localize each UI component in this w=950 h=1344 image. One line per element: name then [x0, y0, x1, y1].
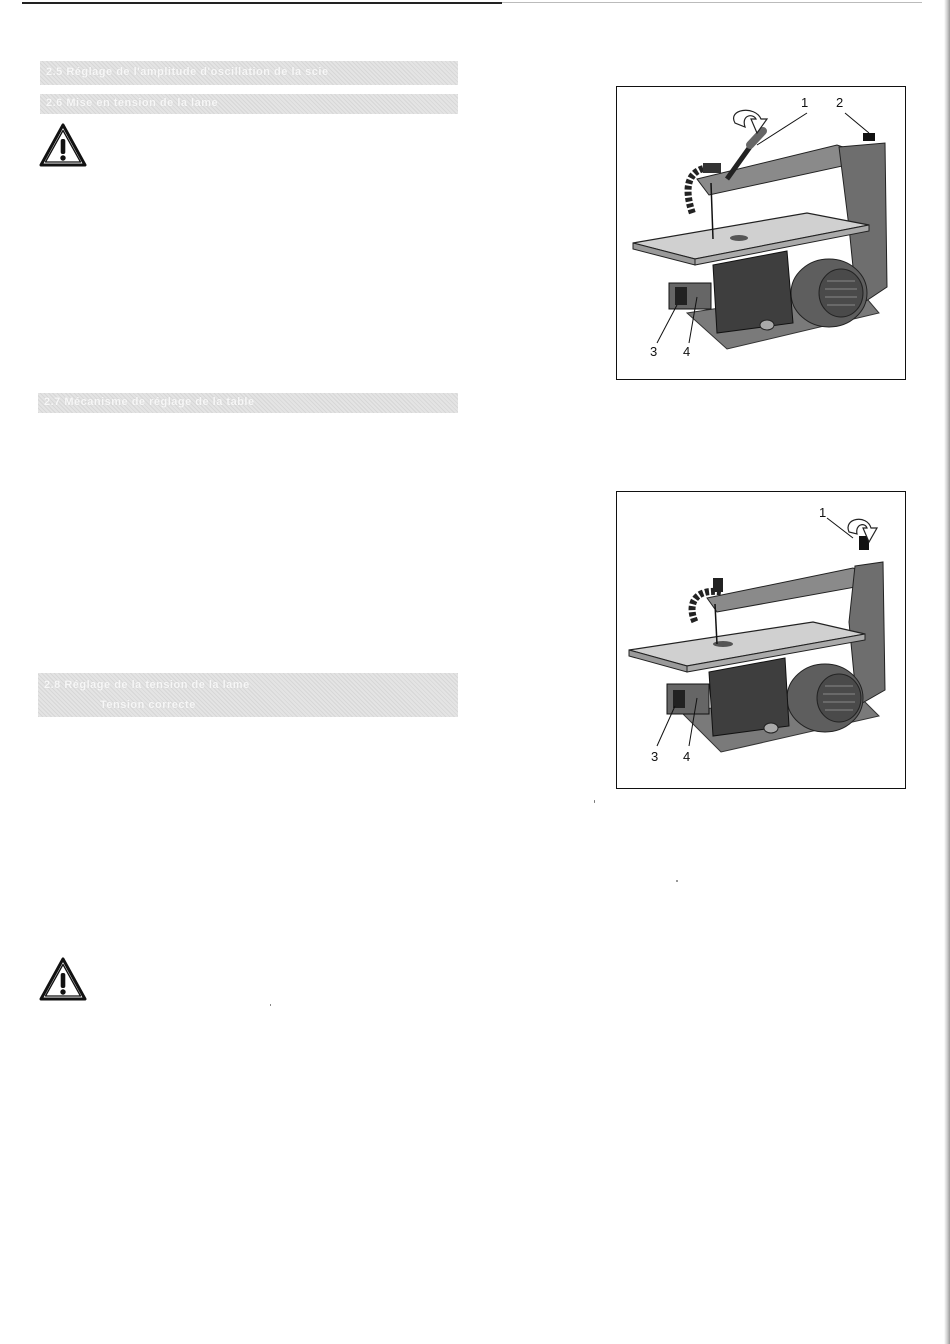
section-heading-3: [38, 393, 458, 413]
section-heading-1: [40, 61, 458, 85]
figure2-callout-1: 1: [819, 505, 827, 520]
figure-scroll-saw-2: [616, 491, 906, 789]
figure2-callout-3: 3: [651, 749, 659, 764]
figure1-callout-4: 4: [683, 344, 691, 359]
section-heading-4-subtext: Tension correcte: [100, 699, 196, 711]
warning-triangle-icon: [38, 956, 88, 1002]
figure1-callout-1: 1: [801, 95, 809, 110]
section-heading-3-text: 2.7 Mécanisme de réglage de la table: [44, 396, 255, 408]
scan-speck: [676, 880, 678, 882]
section-heading-4-text: 2.8 Réglage de la tension de la lame: [44, 679, 250, 691]
top-rule-faint: [502, 2, 922, 3]
section-heading-2: [40, 94, 458, 114]
scan-speck: [270, 1004, 271, 1006]
section-heading-2-text: 2.6 Mise en tension de la lame: [46, 97, 219, 109]
section-heading-4: [38, 673, 458, 717]
scroll-saw-illustration: [617, 492, 905, 788]
section-heading-1-text: 2.5 Réglage de l'amplitude d'oscillation de la scie: [46, 66, 329, 78]
figure2-callout-4: 4: [683, 749, 691, 764]
warning-triangle-icon: [38, 122, 88, 168]
figure-scroll-saw-1: [616, 86, 906, 380]
scroll-saw-illustration: [617, 87, 905, 379]
top-rule: [22, 2, 502, 4]
page-edge-shadow: [944, 0, 950, 1344]
scan-speck: [594, 800, 595, 803]
figure1-callout-2: 2: [836, 95, 844, 110]
figure1-callout-3: 3: [650, 344, 658, 359]
